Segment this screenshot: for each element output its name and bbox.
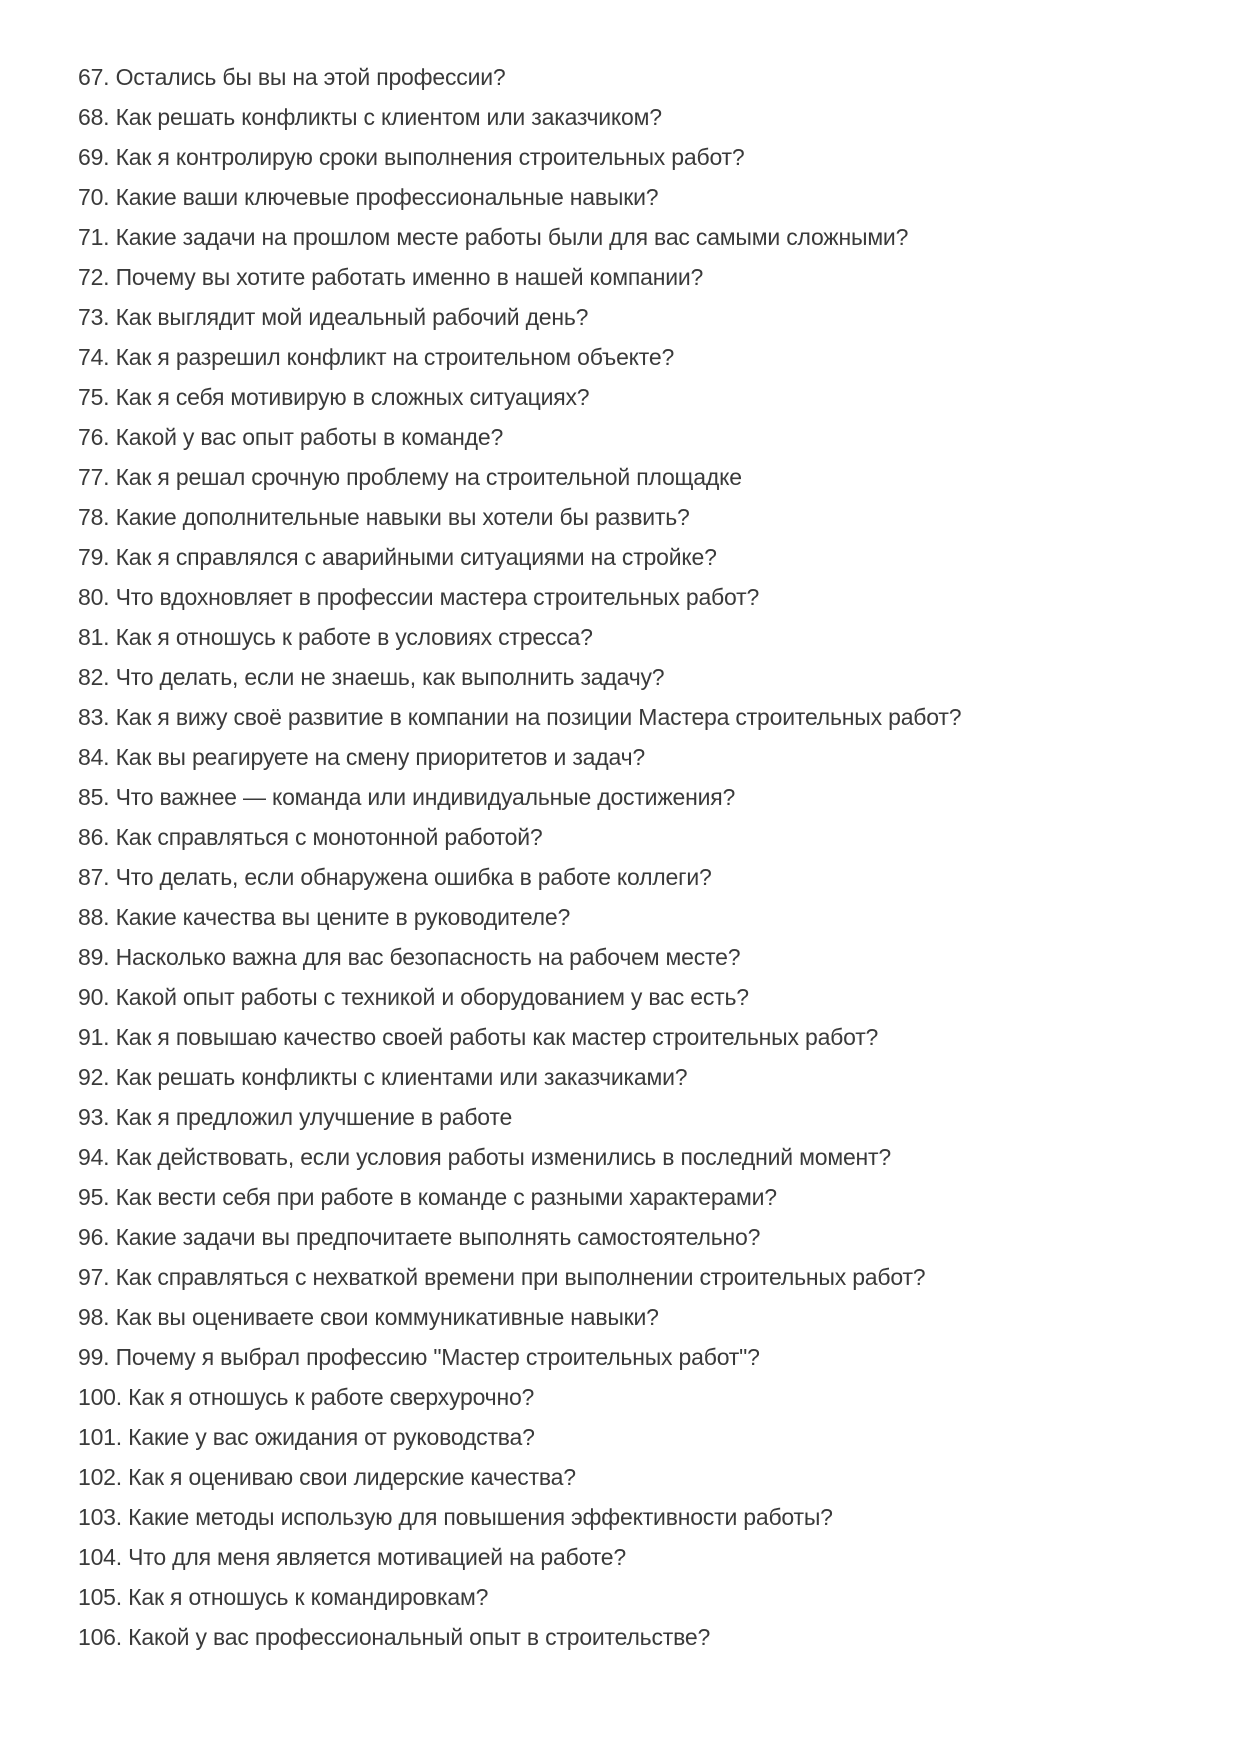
question-item: 102. Как я оцениваю свои лидерские качества? — [78, 1464, 576, 1490]
question-item: 85. Что важнее — команда или индивидуальные достижения? — [78, 784, 736, 810]
question-item: 105. Как я отношусь к командировкам? — [78, 1584, 489, 1610]
question-item: 75. Как я себя мотивирую в сложных ситуациях? — [78, 384, 590, 410]
question-item: 89. Насколько важна для вас безопасность на рабочем месте? — [78, 944, 741, 970]
question-item: 77. Как я решал срочную проблему на строительной площадке — [78, 464, 742, 490]
question-item: 99. Почему я выбрал профессию "Мастер строительных работ"? — [78, 1344, 760, 1370]
question-item: 67. Остались бы вы на этой профессии? — [78, 64, 506, 90]
question-item: 68. Как решать конфликты с клиентом или заказчиком? — [78, 104, 662, 130]
question-item: 80. Что вдохновляет в профессии мастера строительных работ? — [78, 584, 760, 610]
question-item: 73. Как выглядит мой идеальный рабочий день? — [78, 304, 589, 330]
question-item: 82. Что делать, если не знаешь, как выполнить задачу? — [78, 664, 665, 690]
question-item: 90. Какой опыт работы с техникой и оборудованием у вас есть? — [78, 984, 749, 1010]
question-item: 106. Какой у вас профессиональный опыт в строительстве? — [78, 1624, 711, 1650]
question-item: 98. Как вы оцениваете свои коммуникативные навыки? — [78, 1304, 659, 1330]
question-item: 69. Как я контролирую сроки выполнения строительных работ? — [78, 144, 745, 170]
question-item: 79. Как я справлялся с аварийными ситуациями на стройке? — [78, 544, 717, 570]
question-item: 92. Как решать конфликты с клиентами или заказчиками? — [78, 1064, 688, 1090]
question-item: 78. Какие дополнительные навыки вы хотели бы развить? — [78, 504, 690, 530]
question-item: 100. Как я отношусь к работе сверхурочно? — [78, 1384, 535, 1410]
question-item: 103. Какие методы использую для повышения эффективности работы? — [78, 1504, 833, 1530]
question-item: 104. Что для меня является мотивацией на работе? — [78, 1544, 626, 1570]
question-item: 91. Как я повышаю качество своей работы как мастер строительных работ? — [78, 1024, 879, 1050]
question-item: 93. Как я предложил улучшение в работе — [78, 1104, 513, 1130]
question-item: 81. Как я отношусь к работе в условиях стресса? — [78, 624, 593, 650]
question-item: 96. Какие задачи вы предпочитаете выполнять самостоятельно? — [78, 1224, 761, 1250]
question-item: 86. Как справляться с монотонной работой? — [78, 824, 543, 850]
question-item: 101. Какие у вас ожидания от руководства? — [78, 1424, 535, 1450]
question-item: 97. Как справляться с нехваткой времени при выполнении строительных работ? — [78, 1264, 926, 1290]
question-item: 87. Что делать, если обнаружена ошибка в работе коллеги? — [78, 864, 712, 890]
question-item: 83. Как я вижу своё развитие в компании на позиции Мастера строительных работ? — [78, 704, 962, 730]
question-item: 95. Как вести себя при работе в команде с разными характерами? — [78, 1184, 777, 1210]
question-list — [78, 57, 1219, 1657]
question-item: 71. Какие задачи на прошлом месте работы были для вас самыми сложными? — [78, 224, 909, 250]
question-item: 72. Почему вы хотите работать именно в нашей компании? — [78, 264, 704, 290]
question-item: 74. Как я разрешил конфликт на строительном объекте? — [78, 344, 675, 370]
question-item: 94. Как действовать, если условия работы изменились в последний момент? — [78, 1144, 891, 1170]
question-item: 88. Какие качества вы цените в руководителе? — [78, 904, 571, 930]
question-item: 84. Как вы реагируете на смену приоритетов и задач? — [78, 744, 645, 770]
question-item: 70. Какие ваши ключевые профессиональные навыки? — [78, 184, 659, 210]
question-item: 76. Какой у вас опыт работы в команде? — [78, 424, 504, 450]
